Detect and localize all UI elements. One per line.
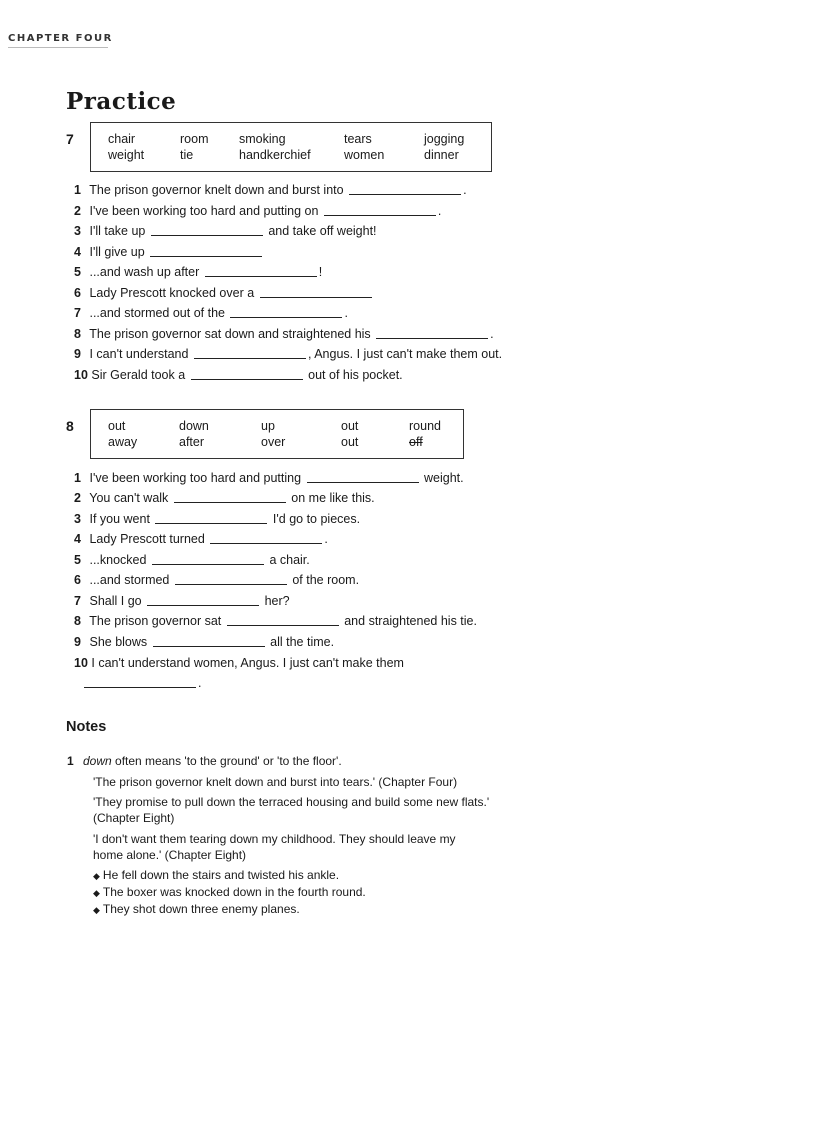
word-box-item: women [344,148,385,162]
note-keyword: down [83,754,112,768]
word-box-item: away [108,435,138,449]
exercise-item [74,367,403,384]
item-text: ...knocked [89,553,147,567]
item-number: 5 [74,553,81,567]
notes-title: Notes [66,719,107,735]
item-text: a chair. [269,553,310,567]
word-box-item: dinner [424,148,459,162]
item-number: 7 [74,306,81,320]
exercise-item [74,634,334,651]
item-text: Sir Gerald took a [91,368,186,382]
answer-blank[interactable] [324,214,436,216]
exercise-item [74,552,310,569]
exercise-item [74,223,377,240]
exercise-item [74,264,322,281]
answer-blank[interactable] [155,522,267,524]
exercise-7-word-box [90,122,492,172]
exercise-item [74,244,264,261]
item-text: of the room. [292,573,360,587]
item-text: I'll give up [89,245,145,259]
item-text: I'd go to pieces. [272,512,361,526]
item-text: . [198,676,202,690]
answer-blank[interactable] [210,542,322,544]
word-box-item: down [179,419,209,433]
word-box-item: out [108,419,126,433]
item-number: 1 [74,183,81,197]
item-text: You can't walk [89,491,169,505]
item-text: all the time. [270,635,335,649]
item-text: Lady Prescott knocked over a [89,286,255,300]
item-number: 5 [74,265,81,279]
exercise-item [74,285,374,302]
answer-blank[interactable] [84,686,196,688]
note-example [93,901,300,918]
note-example-text: He fell down the stairs and twisted his ankle. [102,868,340,882]
item-text: on me like this. [291,491,375,505]
chapter-header: CHAPTER FOUR [8,33,113,44]
item-number: 2 [74,491,81,505]
exercise-7-number: 7 [66,131,74,147]
note-quote: 'The prison governor knelt down and burst into tears.' (Chapter Four) [93,775,458,789]
item-text: ...and wash up after [89,265,200,279]
item-text: The prison governor knelt down and burst into [89,183,344,197]
exercise-8-word-box [90,409,464,459]
item-text: and take off weight! [268,224,377,238]
item-text: If you went [89,512,150,526]
exercise-item [74,511,360,528]
exercise-item [74,613,477,630]
diamond-bullet-icon: ◆ [93,871,100,881]
note-definition-text: often means 'to the ground' or 'to the floor'. [115,754,342,768]
item-text: I'll take up [89,224,146,238]
item-number: 8 [74,327,81,341]
item-text: . [344,306,348,320]
exercise-item [74,593,290,610]
word-box-item: chair [108,132,136,146]
item-text: The prison governor sat down and straightened his [89,327,371,341]
item-text: Lady Prescott turned [89,532,205,546]
item-number: 3 [74,512,81,526]
note-example [93,867,339,884]
item-number: 6 [74,573,81,587]
exercise-item [74,655,404,672]
answer-blank[interactable] [194,357,306,359]
word-box-item: out [341,435,359,449]
exercise-item-continuation [82,675,201,692]
item-number: 4 [74,532,81,546]
item-text: I can't understand [89,347,189,361]
note-quote: 'They promise to pull down the terraced housing and build some new flats.' [93,795,490,809]
exercise-item [74,531,328,548]
item-number: 10 [74,656,88,670]
note-example [93,884,366,901]
item-text: . [463,183,467,197]
answer-blank[interactable] [230,316,342,318]
answer-blank[interactable] [153,645,265,647]
word-box-item: jogging [424,132,465,146]
item-number: 6 [74,286,81,300]
note-definition [67,753,342,769]
note-quote: home alone.' (Chapter Eight) [93,848,247,862]
answer-blank[interactable] [191,378,303,380]
word-box-item: over [261,435,286,449]
note-example-text: The boxer was knocked down in the fourth round. [102,885,366,899]
page-title: Practice [66,88,177,115]
item-text: . [437,204,442,218]
item-number: 3 [74,224,81,238]
word-box-item: tie [180,148,194,162]
answer-blank[interactable] [349,193,461,195]
item-number: 9 [74,347,81,361]
answer-blank[interactable] [376,337,488,339]
answer-blank[interactable] [151,234,263,236]
answer-blank[interactable] [175,583,287,585]
answer-blank[interactable] [150,255,262,257]
item-text: . [490,327,494,341]
answer-blank[interactable] [174,501,286,503]
exercise-item [74,346,502,363]
item-text: her? [264,594,290,608]
word-box-item: smoking [239,132,286,146]
word-box-item: out [341,419,359,433]
item-text: , Angus. I just can't make them out. [307,347,503,361]
item-text: She blows [89,635,148,649]
word-box-item-crossed-out: off [409,435,423,449]
note-quote: 'I don't want them tearing down my childhood. They should leave my [93,832,456,846]
word-box-item: handkerchief [239,148,311,162]
answer-blank[interactable] [152,563,264,565]
item-number: 2 [74,204,81,218]
word-box-item: up [261,419,275,433]
item-text: weight. [424,471,464,485]
answer-blank[interactable] [307,481,419,483]
word-box-item: tears [344,132,372,146]
answer-blank[interactable] [260,296,372,298]
item-text: and straightened his tie. [344,614,477,628]
exercise-8-number: 8 [66,418,74,434]
item-text: I've been working too hard and putting [89,471,302,485]
item-text: out of his pocket. [308,368,403,382]
exercise-item [74,470,464,487]
item-number: 4 [74,245,81,259]
item-number: 8 [74,614,81,628]
item-text: The prison governor sat [89,614,222,628]
diamond-bullet-icon: ◆ [93,888,100,898]
answer-blank[interactable] [227,624,339,626]
answer-blank[interactable] [147,604,259,606]
word-box-item: round [409,419,441,433]
item-text: ...and stormed out of the [89,306,225,320]
item-text: I can't understand women, Angus. I just can't make them [91,656,404,670]
note-number: 1 [67,754,74,768]
item-text: I've been working too hard and putting on [89,204,319,218]
item-text: ...and stormed [89,573,170,587]
answer-blank[interactable] [205,275,317,277]
exercise-item [74,203,441,220]
exercise-item [74,182,467,199]
word-box-item: weight [108,148,145,162]
exercise-item [74,326,494,343]
item-number: 9 [74,635,81,649]
exercise-item [74,490,375,507]
note-example-text: They shot down three enemy planes. [102,902,300,916]
item-number: 1 [74,471,81,485]
word-box-item: room [180,132,209,146]
word-box-item: after [179,435,205,449]
item-number: 7 [74,594,81,608]
item-text: Shall I go [89,594,142,608]
note-quote: (Chapter Eight) [93,811,175,825]
item-number: 10 [74,368,88,382]
diamond-bullet-icon: ◆ [93,905,100,915]
item-text: ! [318,265,323,279]
exercise-item [74,572,359,589]
item-text: . [324,532,328,546]
exercise-item [74,305,348,322]
header-rule [8,47,108,48]
